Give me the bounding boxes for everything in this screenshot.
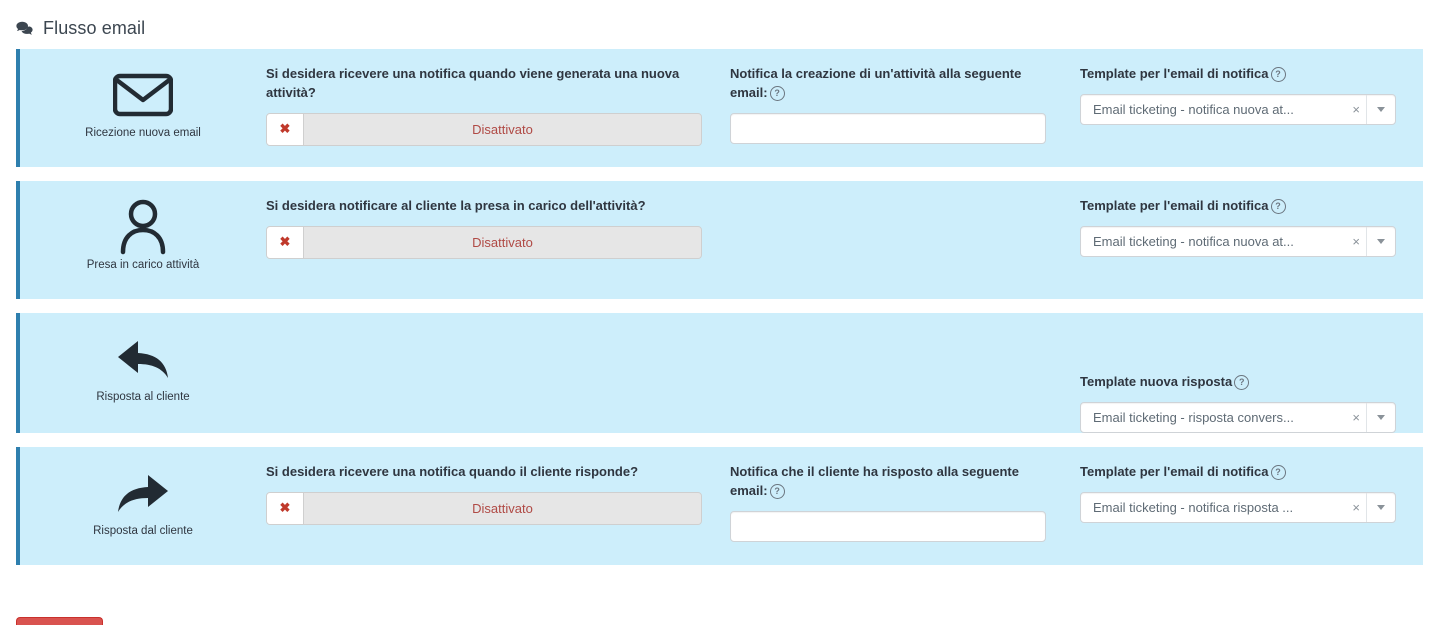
row-icon-cell [20,313,266,405]
toggle-label: Si desidera ricevere una notifica quando il cliente risponde? [266,464,639,479]
envelope-icon [113,67,173,123]
template-label [1080,463,1437,482]
help-icon[interactable]: ? [1234,375,1249,390]
clear-icon[interactable]: × [1352,234,1360,249]
flow-rows [0,49,1437,565]
clear-icon[interactable]: × [1352,102,1360,117]
help-icon[interactable]: ? [1271,199,1286,214]
template-select-value: Email ticketing - risposta convers... [1093,410,1294,425]
template-select[interactable] [1080,94,1396,125]
flow-row-reply-to-customer [16,313,1423,433]
toggle-knob-cross-icon[interactable]: ✖ [267,493,304,524]
forward-arrow-icon [112,465,174,521]
email-label [730,463,1050,501]
toggle-knob-cross-icon[interactable]: ✖ [267,227,304,258]
template-label-text: Template nuova risposta [1080,374,1233,389]
template-label-text: Template per l'email di notifica [1080,464,1269,479]
email-column-empty [730,181,1080,197]
email-label-text: Notifica la creazione di un'attività alla seguente email: [730,66,1022,100]
toggle-column-empty [266,313,730,329]
chevron-down-icon[interactable] [1366,227,1395,256]
toggle-state-label: Disattivato [304,493,701,524]
row-icon-label: Risposta dal cliente [93,525,193,537]
chevron-down-icon[interactable] [1366,403,1395,432]
toggle-label: Si desidera notificare al cliente la presa in carico dell'attività? [266,198,646,213]
email-column-empty [730,313,1080,329]
clear-icon[interactable]: × [1352,500,1360,515]
notification-toggle[interactable] [266,226,702,259]
notification-email-input[interactable] [730,113,1046,144]
toggle-column [266,181,730,259]
bottom-action-area [16,617,106,624]
user-icon [115,199,171,255]
help-icon[interactable]: ? [770,484,785,499]
toggle-knob-cross-icon[interactable]: ✖ [267,114,304,145]
email-label [730,65,1050,103]
email-column [730,49,1080,144]
template-label [1080,373,1437,392]
toggle-state-label: Disattivato [304,114,701,145]
template-column [1080,447,1437,523]
template-select-value: Email ticketing - notifica nuova at... [1093,234,1294,249]
clear-icon[interactable]: × [1352,410,1360,425]
email-label-text: Notifica che il cliente ha risposto alla seguente email: [730,464,1019,498]
help-icon[interactable]: ? [770,86,785,101]
row-icon-cell [20,49,266,141]
template-column [1080,49,1437,125]
row-icon-cell [20,181,266,273]
notification-toggle[interactable] [266,492,702,525]
chat-bubble-icon [16,21,34,36]
template-select-value: Email ticketing - notifica nuova at... [1093,102,1294,117]
page-title: Flusso email [43,18,146,38]
toggle-state-label: Disattivato [304,227,701,258]
flow-row-customer-reply [16,447,1423,565]
toggle-column [266,49,730,146]
template-label-text: Template per l'email di notifica [1080,66,1269,81]
flow-row-task-assignment [16,181,1423,299]
template-select-value: Email ticketing - notifica risposta ... [1093,500,1294,515]
help-icon[interactable]: ? [1271,465,1286,480]
toggle-label: Si desidera ricevere una notifica quando viene generata una nuova attività? [266,66,680,100]
flow-row-new-email [16,49,1423,167]
notification-email-input[interactable] [730,511,1046,542]
template-column [1080,313,1437,433]
page-header [0,0,1437,49]
template-label-text: Template per l'email di notifica [1080,198,1269,213]
row-icon-label: Risposta al cliente [96,391,190,403]
template-select[interactable] [1080,492,1396,523]
help-icon[interactable]: ? [1271,67,1286,82]
template-label [1080,197,1437,216]
template-select[interactable] [1080,402,1396,433]
template-select[interactable] [1080,226,1396,257]
template-label [1080,65,1437,84]
toggle-column [266,447,730,525]
chevron-down-icon[interactable] [1366,493,1395,522]
row-icon-label: Ricezione nuova email [85,127,201,139]
email-column [730,447,1080,542]
notification-toggle[interactable] [266,113,702,146]
template-column [1080,181,1437,257]
row-icon-label: Presa in carico attività [86,259,200,271]
chevron-down-icon[interactable] [1366,95,1395,124]
row-icon-cell [20,447,266,539]
reply-arrow-icon [112,331,174,387]
